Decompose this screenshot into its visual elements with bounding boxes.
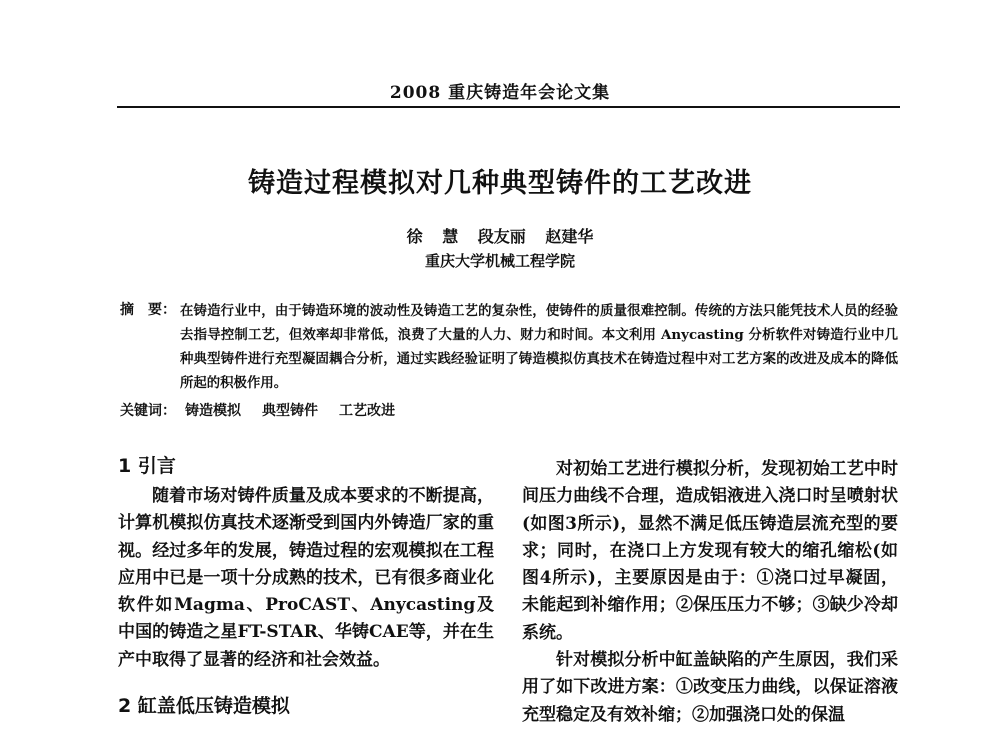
keyword-item: 铸造模拟 bbox=[185, 403, 241, 419]
keyword-item: 工艺改进 bbox=[339, 403, 395, 419]
keywords-label: 关键词： bbox=[120, 403, 176, 419]
right-column-paragraph-2: 针对模拟分析中缸盖缺陷的产生原因，我们采用了如下改进方案：①改变压力曲线，以保证溶液充型稳定及有效补缩；②加强浇口处的保温 bbox=[522, 650, 898, 725]
header-rule bbox=[117, 106, 900, 108]
paper-title: 铸造过程模拟对几种典型铸件的工艺改进 bbox=[248, 168, 752, 199]
running-head: 2008 重庆铸造年会论文集 bbox=[389, 83, 611, 103]
right-column-paragraph-1: 对初始工艺进行模拟分析，发现初始工艺中时间压力曲线不合理，造成铝液进入浇口时呈喷射状(如图3所示)，显然不满足低压铸造层流充型的要求；同时，在浇口上方发现有较大的缩孔缩松(如图4所示)，主要原因是由于：①浇口过早凝固，未能起到补缩作用；②保压压力不够；③缺少冷却系统。 bbox=[522, 459, 898, 643]
paper-affiliation: 重庆大学机械工程学院 bbox=[424, 252, 575, 270]
keyword-item: 典型铸件 bbox=[262, 403, 318, 419]
abstract-label: 摘 要： bbox=[120, 302, 176, 318]
paper-authors: 徐 慧 段友丽 赵建华 bbox=[406, 227, 594, 246]
section-2-heading: 2 缸盖低压铸造模拟 bbox=[118, 695, 290, 717]
section-1-paragraph: 随着市场对铸件质量及成本要求的不断提高，计算机模拟仿真技术逐渐受到国内外铸造厂家的重视。经过多年的发展，铸造过程的宏观模拟在工程应用中已是一项十分成熟的技术，已有很多商业化软件如Magma、ProCAST、Anycasting及中国的铸造之星FT-STAR、华铸CAE等，并在生产中取得了显著的经济和社会效益。 bbox=[118, 486, 494, 670]
abstract-text: 在铸造行业中，由于铸造环境的波动性及铸造工艺的复杂性，使铸件的质量很难控制。传统的方法只能凭技术人员的经验去指导控制工艺，但效率却非常低，浪费了大量的人力、财力和时间。本文利用 Anycasting 分析软件对铸造行业中几种典型铸件进行充型凝固耦合分析，通过实践经验证明了铸造模拟仿真技术在铸造过程中对工艺方案的改进及成本的降低所起的积极作用。 bbox=[180, 303, 898, 391]
section-1-heading: 1 引言 bbox=[118, 455, 176, 477]
